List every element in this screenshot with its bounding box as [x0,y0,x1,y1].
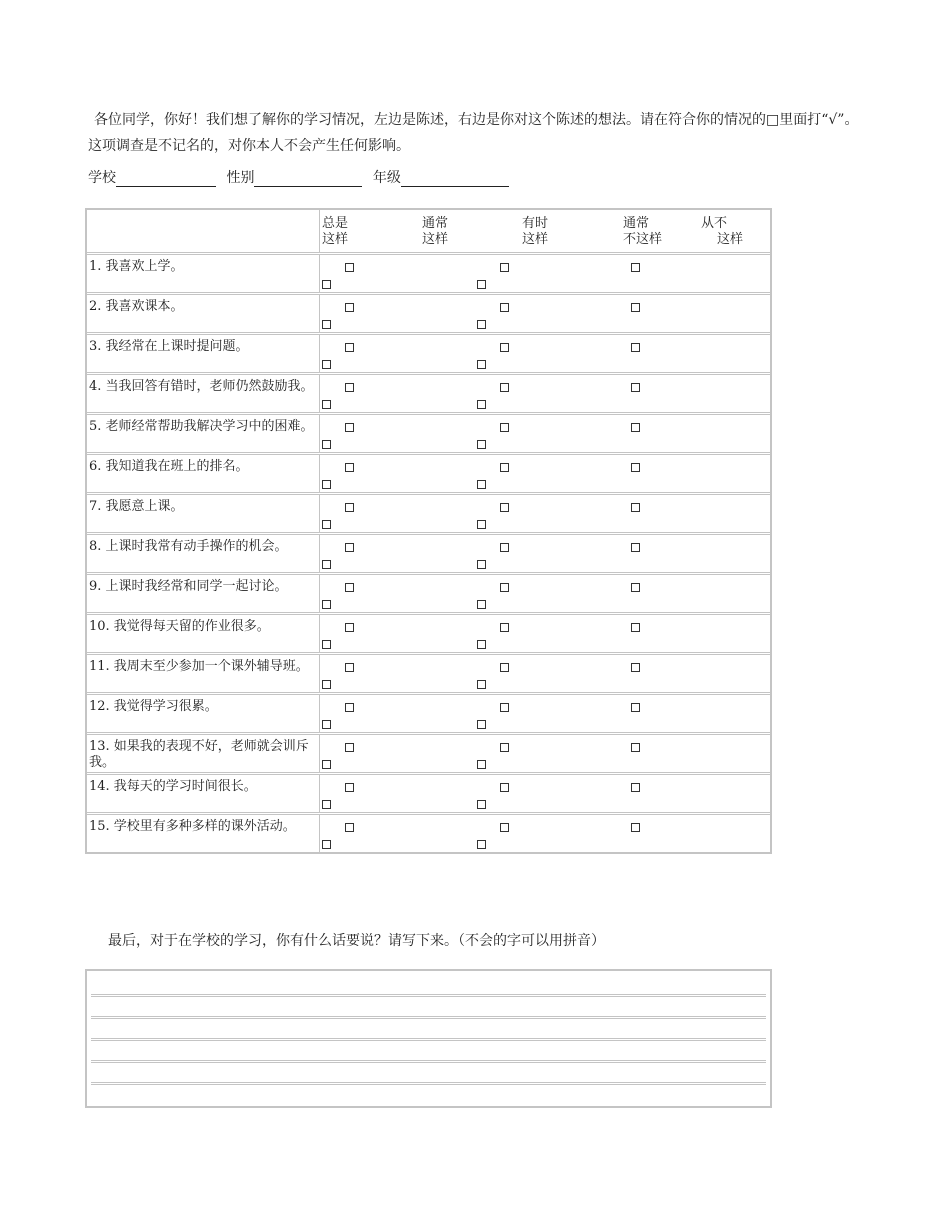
table-row [87,732,770,772]
checkbox-sometimes[interactable] [631,623,640,632]
checkbox-never[interactable] [477,480,486,489]
checkbox-usually[interactable] [500,783,509,792]
statement-text: 8. 上课时我常有动手操作的机会。 [87,535,320,572]
checkbox-always[interactable] [345,463,354,472]
checkbox-usually[interactable] [500,583,509,592]
checkbox-usually-not[interactable] [322,440,331,449]
statement-header-cell [87,210,320,252]
checkbox-usually[interactable] [500,263,509,272]
table-row [87,612,770,652]
checkbox-usually-not[interactable] [322,600,331,609]
statement-text: 10. 我觉得每天留的作业很多。 [87,615,320,652]
checkbox-sometimes[interactable] [631,663,640,672]
checkbox-never[interactable] [477,560,486,569]
header-usually: 通常 这样 [422,216,449,247]
checkbox-always[interactable] [345,303,354,312]
checkbox-sometimes[interactable] [631,543,640,552]
checkbox-usually-not[interactable] [322,400,331,409]
response-options [321,335,770,372]
checkbox-usually-not[interactable] [322,680,331,689]
checkbox-never[interactable] [477,840,486,849]
table-row [87,452,770,492]
statement-text: 1. 我喜欢上学。 [87,255,320,292]
checkbox-sometimes[interactable] [631,583,640,592]
grade-field[interactable] [401,167,509,187]
checkbox-usually[interactable] [500,823,509,832]
checkbox-sometimes[interactable] [631,383,640,392]
survey-instructions: 各位同学，你好！我们想了解你的学习情况，左边是陈述，右边是你对这个陈述的想法。请在符合你的情况的□里面打“√”。这项调查是不记名的，对你本人不会产生任何影响。 [88,112,859,154]
checkbox-sometimes[interactable] [631,703,640,712]
checkbox-usually[interactable] [500,423,509,432]
header-usually-not: 通常 不这样 [623,216,663,247]
checkbox-usually[interactable] [500,623,509,632]
checkbox-never[interactable] [477,600,486,609]
write-line[interactable] [91,975,766,997]
statement-text: 15. 学校里有多种多样的课外活动。 [87,815,320,852]
checkbox-never[interactable] [477,760,486,769]
response-options [321,815,770,852]
response-options [321,775,770,812]
checkbox-always[interactable] [345,263,354,272]
checkbox-usually[interactable] [500,503,509,512]
response-options [321,415,770,452]
checkbox-usually-not[interactable] [322,800,331,809]
checkbox-never[interactable] [477,280,486,289]
checkbox-sometimes[interactable] [631,743,640,752]
response-options [321,615,770,652]
table-row [87,572,770,612]
checkbox-never[interactable] [477,640,486,649]
response-options [321,655,770,692]
header-never: 从不 这样 [701,216,744,247]
response-options [321,295,770,332]
checkbox-usually-not[interactable] [322,360,331,369]
table-row [87,652,770,692]
checkbox-always[interactable] [345,663,354,672]
statement-text: 14. 我每天的学习时间很长。 [87,775,320,812]
response-options [321,255,770,292]
checkbox-always[interactable] [345,783,354,792]
statement-text: 12. 我觉得学习很累。 [87,695,320,732]
response-options [321,535,770,572]
school-field[interactable] [116,167,216,187]
statement-text: 9. 上课时我经常和同学一起讨论。 [87,575,320,612]
checkbox-usually[interactable] [500,463,509,472]
table-row [87,492,770,532]
checkbox-always[interactable] [345,623,354,632]
checkbox-usually-not[interactable] [322,320,331,329]
statement-text: 2. 我喜欢课本。 [87,295,320,332]
table-row [87,332,770,372]
table-row [87,372,770,412]
option-headers [321,210,770,252]
write-line[interactable] [91,997,766,1019]
checkbox-usually[interactable] [500,383,509,392]
table-row [87,772,770,812]
response-options [321,695,770,732]
write-line[interactable] [91,1041,766,1063]
response-options [321,375,770,412]
checkbox-usually[interactable] [500,743,509,752]
table-row [87,692,770,732]
statement-text: 6. 我知道我在班上的排名。 [87,455,320,492]
checkbox-always[interactable] [345,503,354,512]
checkbox-always[interactable] [345,823,354,832]
checkbox-sometimes[interactable] [631,783,640,792]
checkbox-sometimes[interactable] [631,263,640,272]
checkbox-usually-not[interactable] [322,520,331,529]
header-sometimes: 有时 这样 [522,216,549,247]
table-row [87,252,770,292]
statement-text: 13. 如果我的表现不好，老师就会训斥我。 [87,735,320,772]
checkbox-usually-not[interactable] [322,760,331,769]
write-line[interactable] [91,1063,766,1085]
statement-text: 11. 我周末至少参加一个课外辅导班。 [87,655,320,692]
checkbox-sometimes[interactable] [631,463,640,472]
checkbox-never[interactable] [477,520,486,529]
checkbox-usually[interactable] [500,703,509,712]
checkbox-always[interactable] [345,343,354,352]
checkbox-never[interactable] [477,360,486,369]
write-line[interactable] [91,1019,766,1041]
write-line[interactable] [91,1085,766,1107]
checkbox-usually-not[interactable] [322,280,331,289]
table-row [87,412,770,452]
statement-text: 3. 我经常在上课时提问题。 [87,335,320,372]
checkbox-never[interactable] [477,800,486,809]
response-options [321,575,770,612]
checkbox-usually-not[interactable] [322,840,331,849]
checkbox-usually[interactable] [500,663,509,672]
checkbox-always[interactable] [345,743,354,752]
checkbox-sometimes[interactable] [631,303,640,312]
checkbox-never[interactable] [477,320,486,329]
checkbox-sometimes[interactable] [631,823,640,832]
statement-text: 7. 我愿意上课。 [87,495,320,532]
checkbox-usually[interactable] [500,343,509,352]
checkbox-usually-not[interactable] [322,480,331,489]
checkbox-always[interactable] [345,543,354,552]
table-row [87,812,770,852]
checkbox-usually[interactable] [500,543,509,552]
checkbox-always[interactable] [345,423,354,432]
closing-prompt: 最后，对于在学校的学习，你有什么话要说？请写下来。（不会的字可以用拼音） [108,933,605,949]
checkbox-usually[interactable] [500,303,509,312]
checkbox-never[interactable] [477,680,486,689]
checkbox-sometimes[interactable] [631,423,640,432]
checkbox-usually-not[interactable] [322,720,331,729]
header-always: 总是 这样 [322,216,349,247]
grade-label: 年级 [372,170,401,186]
statement-text: 4. 当我回答有错时，老师仍然鼓励我。 [87,375,320,412]
checkbox-never[interactable] [477,400,486,409]
respondent-info [88,167,509,189]
checkbox-sometimes[interactable] [631,503,640,512]
school-label: 学校 [88,170,116,186]
checkbox-usually-not[interactable] [322,560,331,569]
survey-table [85,208,772,854]
checkbox-always[interactable] [345,583,354,592]
checkbox-sometimes[interactable] [631,343,640,352]
checkbox-never[interactable] [477,720,486,729]
response-options [321,735,770,772]
gender-label: 性别 [226,170,255,186]
checkbox-always[interactable] [345,383,354,392]
response-options [321,455,770,492]
comment-box[interactable] [85,969,772,1108]
checkbox-never[interactable] [477,440,486,449]
table-row [87,532,770,572]
gender-field[interactable] [254,167,362,187]
checkbox-usually-not[interactable] [322,640,331,649]
checkbox-always[interactable] [345,703,354,712]
table-row [87,292,770,332]
response-options [321,495,770,532]
header-row [87,210,770,252]
statement-text: 5. 老师经常帮助我解决学习中的困难。 [87,415,320,452]
